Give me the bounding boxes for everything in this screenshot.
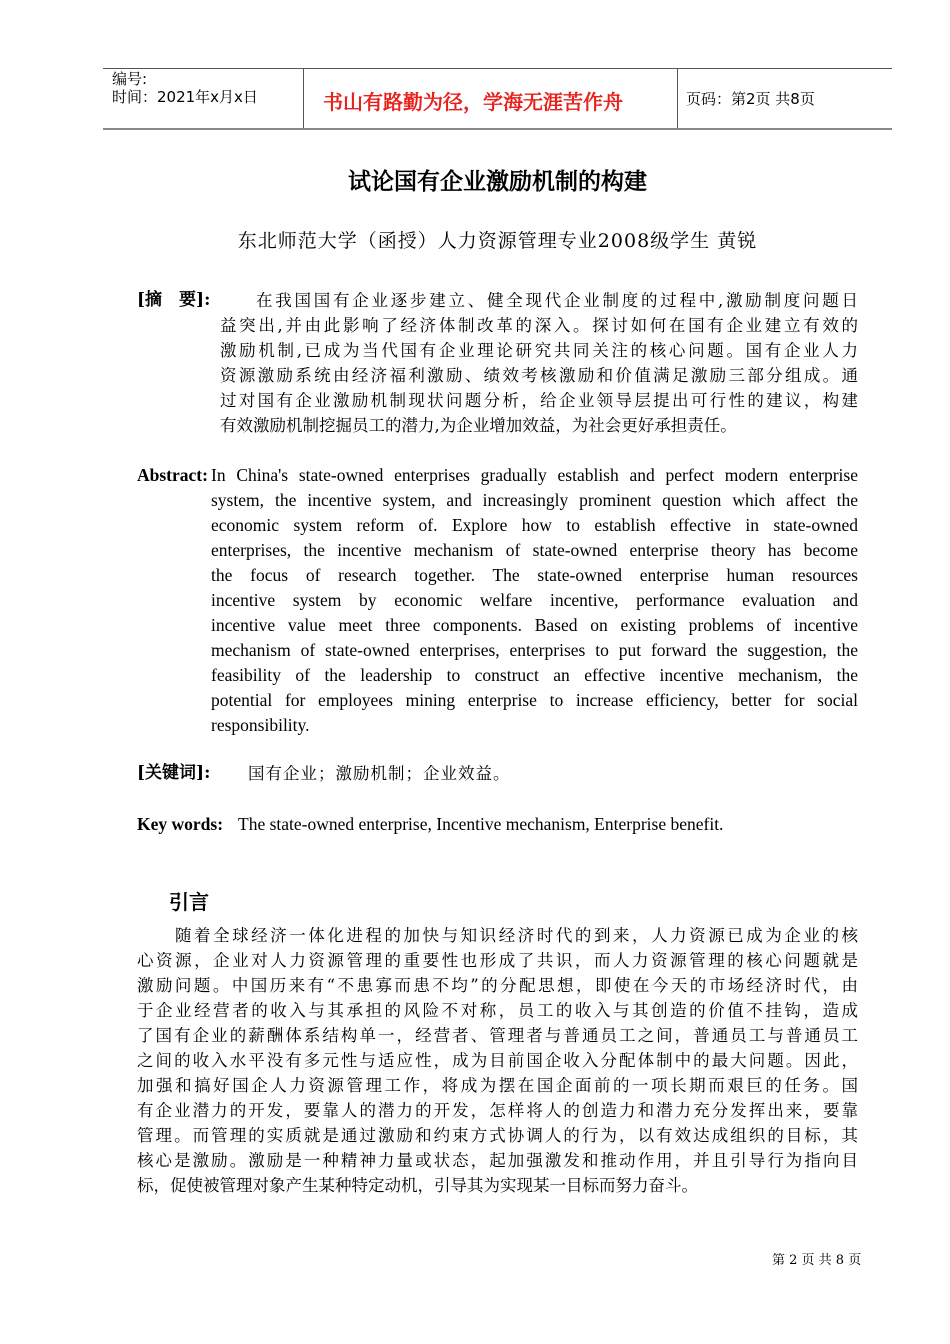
- header-top-rule: [103, 68, 892, 69]
- document-title: 试论国有企业激励机制的构建: [348, 169, 647, 195]
- text-line: 资源激励系统由经济福利激励、绩效考核激励和价值满足激励三部分组成。通: [220, 366, 858, 385]
- text-line: 之间的收入水平没有多元性与适应性，成为目前国企收入分配体制中的最大问题。因此，: [137, 1051, 858, 1070]
- author-line: 东北师范大学（函授）人力资源管理专业2008级学生 黄锐: [237, 230, 758, 252]
- text-line: 管理。而管理的实质就是通过激励和约束方式协调人的行为，以有效达成组织的目标，其: [137, 1126, 858, 1145]
- keywords-en-label: Key words:: [137, 814, 224, 834]
- header-divider: [303, 68, 304, 128]
- page-footer: 第 2 页 共 8 页: [772, 1253, 862, 1268]
- header-bottom-rule: [103, 128, 892, 130]
- text-line: 激励问题。中国历来有“不患寡而患不均”的分配思想，即使在今天的市场经济时代，由: [137, 976, 858, 995]
- abstract-cn: [220, 288, 858, 438]
- text-line: feasibility of the leadership to construct an effective incentive mechanism, the: [211, 665, 858, 685]
- text-line: responsibility.: [211, 715, 310, 735]
- text-line: incentive system by economic welfare incentive, performance evaluation and: [211, 590, 858, 610]
- abstract-cn-label: [摘 要]:: [137, 290, 211, 310]
- abstract-en-label: Abstract:: [137, 465, 208, 485]
- text-line: potential for employees mining enterprise to increase efficiency, better for social: [211, 690, 858, 710]
- text-line: In China's state-owned enterprises gradually establish and perfect modern enterprise: [211, 465, 858, 485]
- text-line: mechanism of state-owned enterprises, enterprises to put forward the suggestion, the: [211, 640, 858, 660]
- text-line: 过对国有企业激励机制现状问题分析，给企业领导层提出可行性的建议，构建: [220, 391, 858, 410]
- text-line: enterprises, the incentive mechanism of state-owned enterprise theory has become: [211, 540, 858, 560]
- text-line: incentive value meet three components. Based on existing problems of incentive: [211, 615, 858, 635]
- text-line: 益突出,并由此影响了经济体制改革的深入。探讨如何在国有企业建立有效的: [220, 316, 858, 335]
- keywords-en: The state-owned enterprise, Incentive mechanism, Enterprise benefit.: [238, 814, 724, 834]
- text-line: 心资源，企业对人力资源管理的重要性也形成了共识，而人力资源管理的核心问题就是: [137, 951, 858, 970]
- text-line: 标，促使被管理对象产生某种特定动机，引导其为实现某一目标而努力奋斗。: [137, 1176, 698, 1195]
- text-line: 激励机制,已成为当代国有企业理论研究共同关注的核心问题。国有企业人力: [220, 341, 858, 360]
- header-motto: 书山有路勤为径，学海无涯苦作舟: [323, 90, 623, 114]
- document-date: 时间：2021年x月x日: [112, 88, 258, 106]
- text-line: 了国有企业的薪酬体系结构单一，经营者、管理者与普通员工之间，普通员工与普通员工: [137, 1026, 858, 1045]
- text-line: 在我国国有企业逐步建立、健全现代企业制度的过程中,激励制度问题日: [256, 291, 858, 310]
- keywords-cn-label: [关键词]:: [137, 763, 211, 783]
- header-page-info: 页码：第2页 共8页: [686, 90, 815, 108]
- text-line: 有企业潜力的开发，要靠人的潜力的开发，怎样将人的创造力和潜力充分发挥出来，要靠: [137, 1101, 858, 1120]
- text-line: 核心是激励。激励是一种精神力量或状态，起加强激发和推动作用，并且引导行为指向目: [137, 1151, 858, 1170]
- text-line: system, the incentive system, and increasingly prominent question which affect the: [211, 490, 858, 510]
- text-line: economic system reform of. Explore how to establish effective in state-owned: [211, 515, 858, 535]
- header-divider: [677, 68, 678, 128]
- keywords-cn: 国有企业；激励机制；企业效益。: [248, 764, 511, 783]
- document-number-label: 编号:: [112, 70, 148, 88]
- text-line: the focus of research together. The state-owned enterprise human resources: [211, 565, 858, 585]
- abstract-en: [211, 463, 858, 738]
- text-line: 随着全球经济一体化进程的加快与知识经济时代的到来，人力资源已成为企业的核: [175, 926, 858, 945]
- section-heading-intro: 引言: [169, 890, 209, 914]
- intro-paragraph: [137, 923, 858, 1198]
- text-line: 于企业经营者的收入与其承担的风险不对称，员工的收入与其创造的价值不挂钩，造成: [137, 1001, 858, 1020]
- text-line: 有效激励机制挖掘员工的潜力,为企业增加效益，为社会更好承担责任。: [220, 416, 737, 435]
- text-line: 加强和搞好国企人力资源管理工作，将成为摆在国企面前的一项长期而艰巨的任务。国: [137, 1076, 858, 1095]
